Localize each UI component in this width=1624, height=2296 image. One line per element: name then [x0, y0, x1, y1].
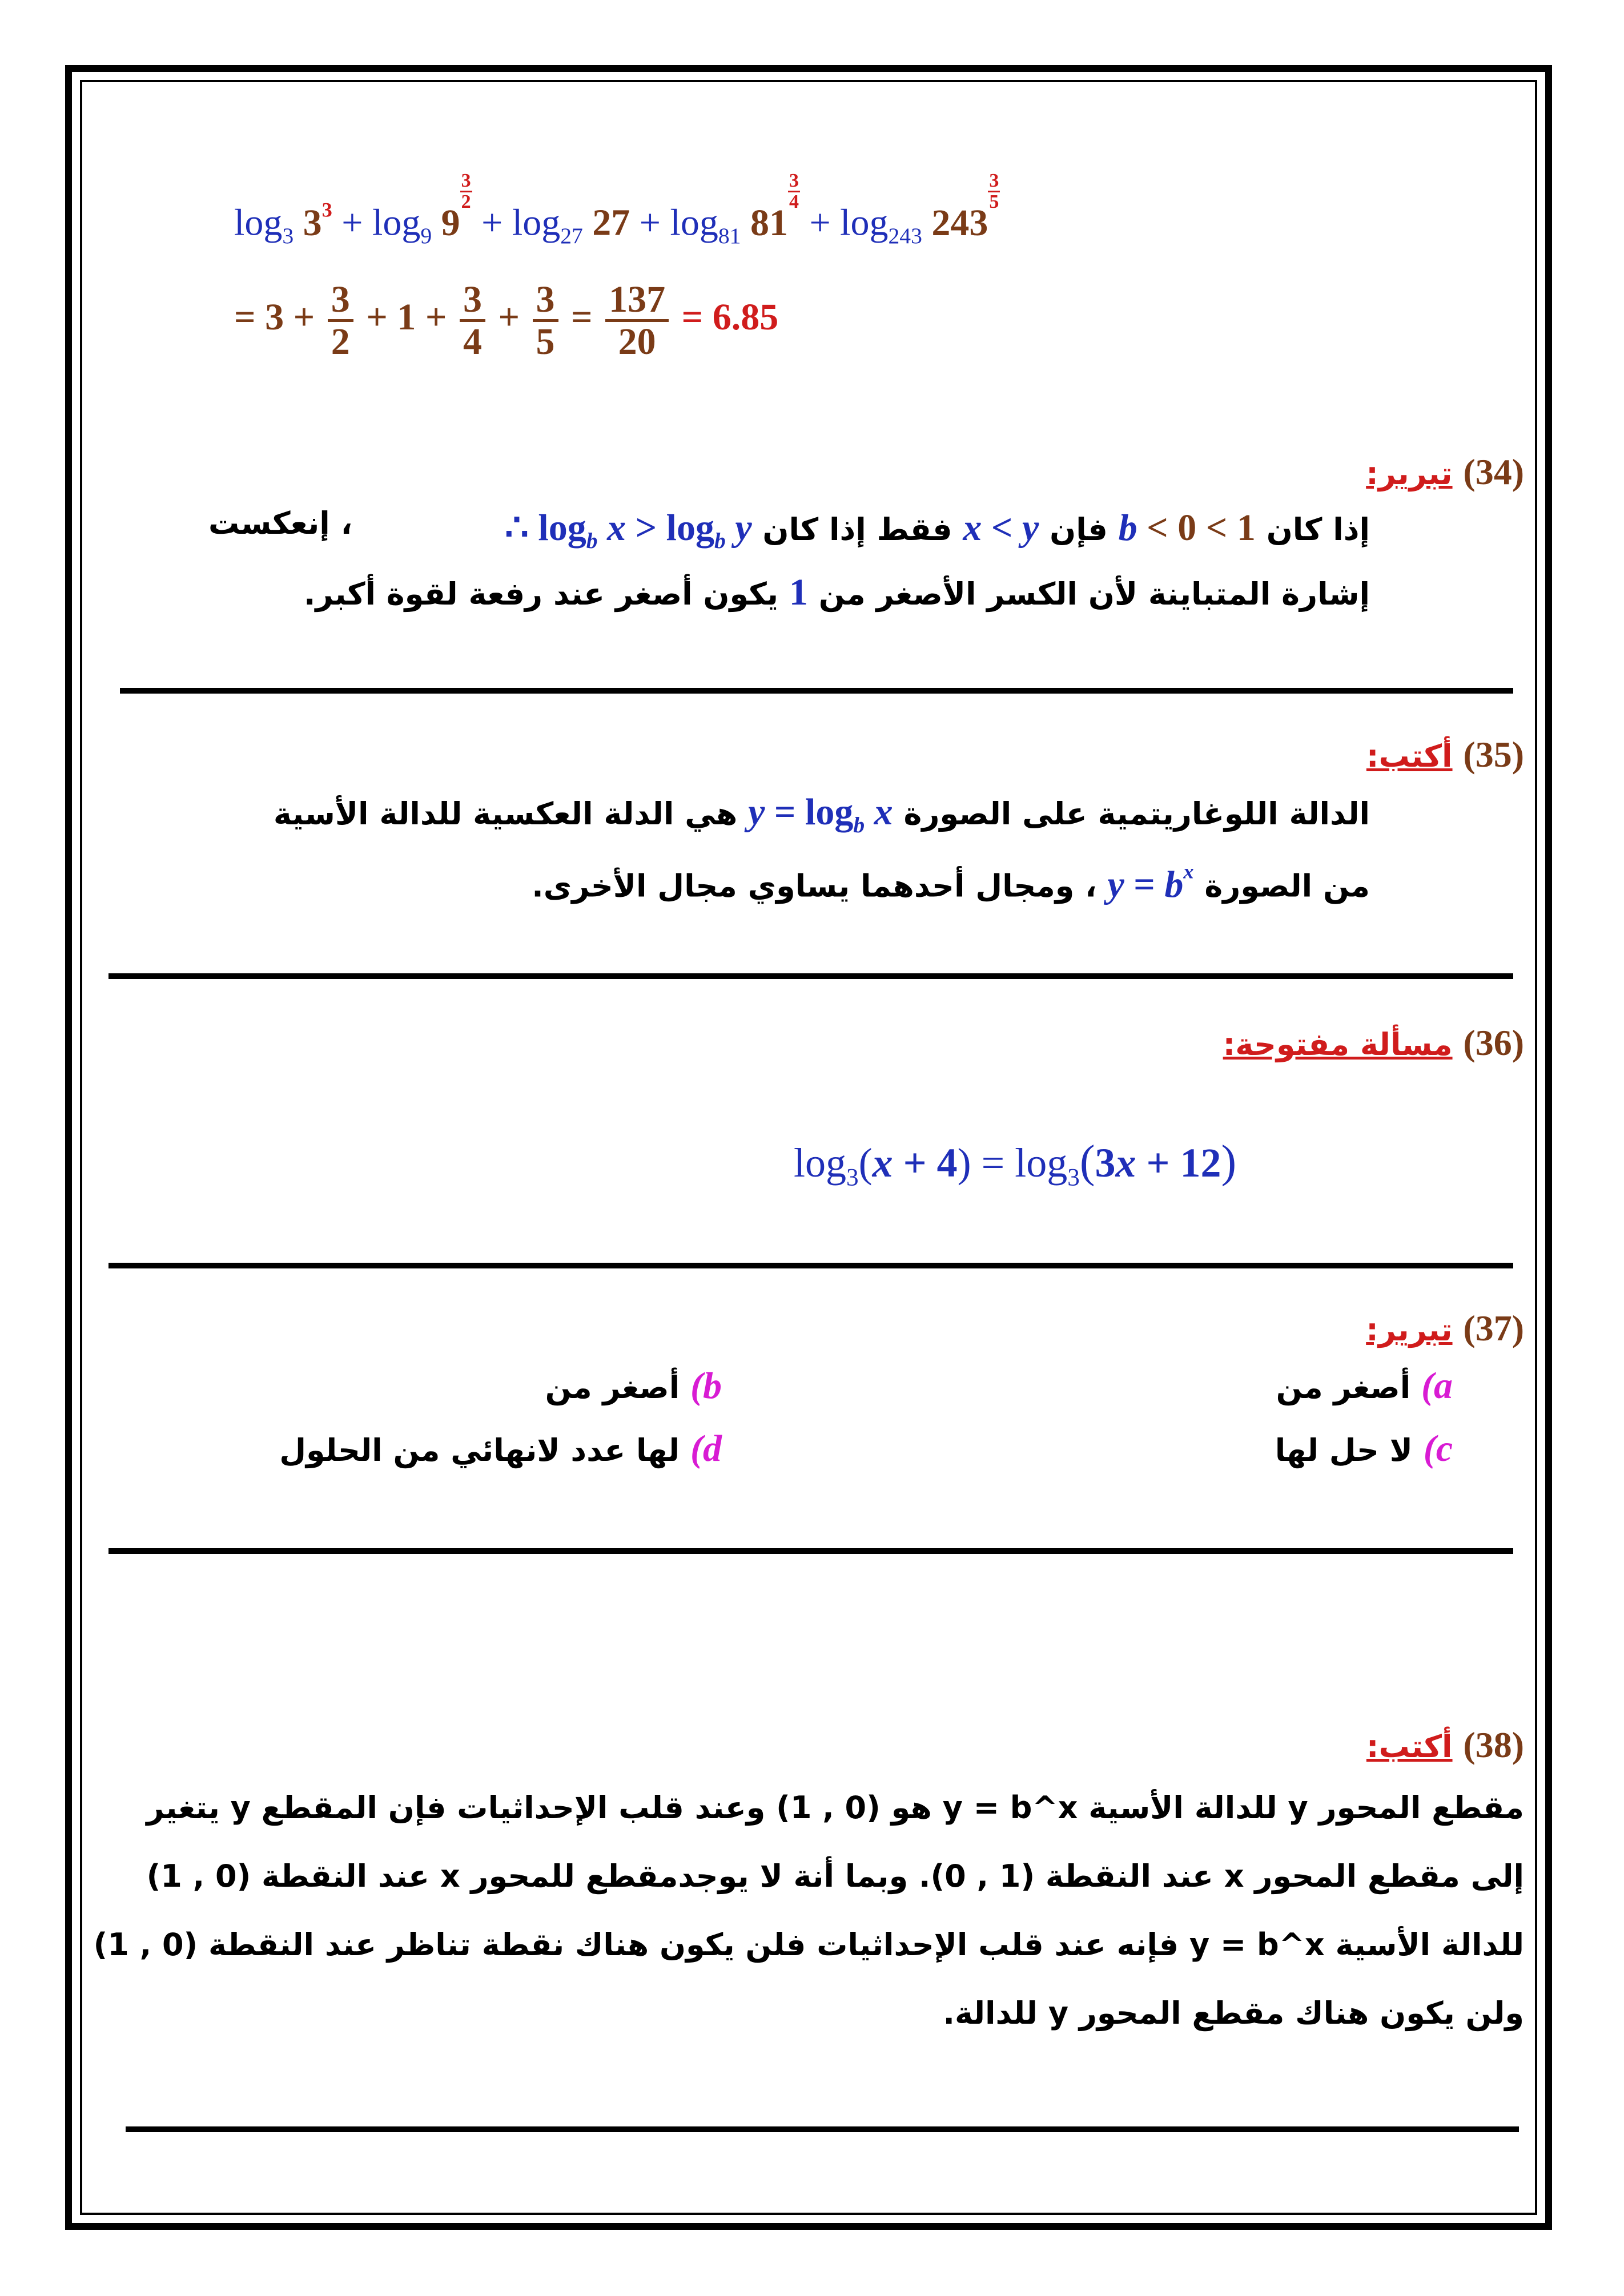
divider-2: [108, 973, 1513, 979]
q37-option-c: c) لا حل لها: [1275, 1428, 1453, 1469]
q37-heading: (37) تبرير:: [1366, 1308, 1524, 1348]
q36-heading: (36) مسألة مفتوحة:: [1223, 1022, 1524, 1063]
q38-line-3: للدالة الأسية y = b^x فإنه عند قلب الإحداثيات فلن يكون هناك نقطة تناظر عند النقطة (0 , 1): [93, 1927, 1524, 1963]
q36-equation: $\log_3(x + 4) = \log_3(3x + 12)$: [794, 1137, 1237, 1191]
q35-line-2: من الصورة $y = b^x$ ، ومجال أحدهما يساوي مجال الأخرى.: [532, 860, 1370, 905]
q34-line-1-end: ، إنعكست: [208, 505, 353, 541]
divider-3: [108, 1263, 1513, 1268]
divider-4: [108, 1548, 1513, 1554]
q38-heading: (38) أكتب:: [1366, 1725, 1524, 1765]
divider-1: [120, 688, 1513, 694]
q38-line-1: مقطع المحور y للدالة الأسية y = b^x هو (0 , 1) وعند قلب الإحداثيات فإن المقطع y يتغير: [146, 1790, 1524, 1826]
q38-line-2: إلى مقطع المحور x عند النقطة (1 , 0). وبما أنة لا يوجدمقطع للمحور x عند النقطة (0 , 1): [146, 1858, 1524, 1894]
divider-5: [126, 2126, 1519, 2132]
q37-option-d: d) لها عدد لانهائي من الحلول: [279, 1428, 722, 1469]
sum-line-2: = 3 + $\frac{3}{2}$ + 1 + $\frac{3}{4}$ + $\frac{3}{5}$ = $\frac{137}{20}$ = 6.85: [234, 279, 779, 363]
q35-line-1: الدالة اللوغاريتمية على الصورة $y = \log_b x$ هي الدلة العكسية للدالة الأسية: [273, 791, 1370, 838]
q35-heading: (35) أكتب:: [1366, 734, 1524, 775]
q34-line-2: إشارة المتباينة لأن الكسر الأصغر من 1 يكون أصغر عند رفعة لقوة أكبر.: [303, 571, 1370, 613]
q34-heading: (34) تبرير:: [1366, 452, 1524, 492]
sum-line-1: $\log_3 3^3 + \log_9 9$ $\frac{3}{2}$ + $\log_{27} 27 + \log_{81} 81$ $\frac{3}{4}$ + $\log_{243} 243$ $\frac{3}{5}$: [234, 170, 999, 248]
q37-option-b: b) أصغر من: [545, 1365, 722, 1407]
q37-option-a: a) أصغر من: [1276, 1365, 1453, 1407]
q34-line-1: إذا كان 1 > b < 0 فإن x < y فقط إذا كان ∴ $\log_b x > \log_b y$: [504, 507, 1370, 554]
q38-line-4: ولن يكون هناك مقطع المحور y للدالة.: [943, 1995, 1524, 2031]
